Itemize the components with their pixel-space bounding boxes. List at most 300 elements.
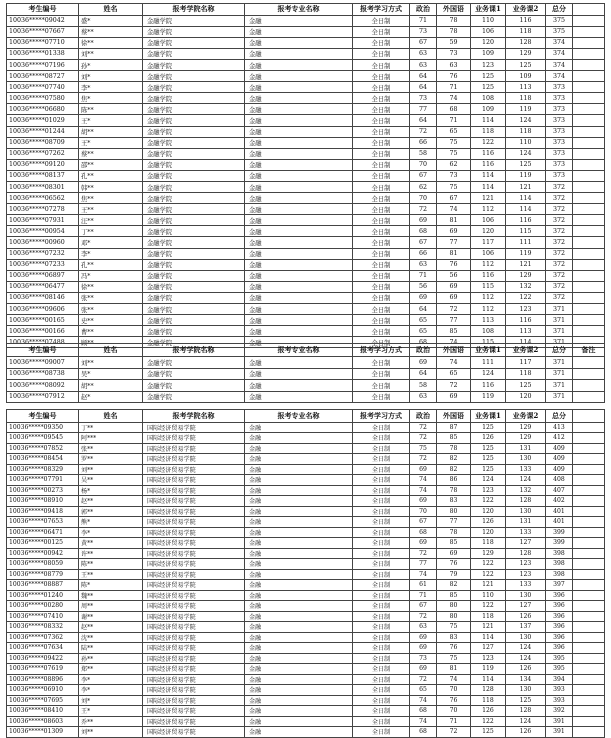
header-remark (573, 4, 605, 16)
cell-college: 国际经济贸易学院 (143, 506, 245, 517)
cell-major: 金融 (245, 315, 353, 326)
cell-name: 胡** (79, 380, 143, 392)
score-table-trade-college (6, 409, 604, 738)
cell-english: 71 (437, 82, 471, 93)
cell-major: 金融 (245, 706, 353, 717)
cell-name: 阿*** (79, 433, 143, 444)
cell-id: 10036*****08603 (7, 716, 79, 727)
cell-college: 金融学院 (143, 159, 245, 170)
cell-politics: 69 (410, 464, 437, 475)
cell-politics: 72 (410, 204, 437, 215)
cell-major: 金融 (245, 304, 353, 315)
cell-politics: 67 (410, 517, 437, 528)
cell-course1: 118 (471, 611, 506, 622)
cell-college: 金融学院 (143, 126, 245, 137)
cell-english: 74 (437, 674, 471, 685)
cell-course2: 124 (506, 475, 546, 486)
cell-mode: 全日制 (353, 357, 410, 369)
table-row (7, 193, 605, 204)
cell-id: 10036*****09422 (7, 653, 79, 664)
table-row (7, 26, 605, 37)
cell-name: 李* (79, 527, 143, 538)
cell-id: 10036*****00125 (7, 538, 79, 549)
cell-mode: 全日制 (353, 559, 410, 570)
cell-course1: 120 (471, 506, 506, 517)
cell-politics: 73 (410, 26, 437, 37)
cell-name: 刘* (79, 71, 143, 82)
cell-course1: 123 (471, 485, 506, 496)
cell-name: 孙** (79, 653, 143, 664)
cell-politics: 72 (410, 611, 437, 622)
cell-total: 371 (546, 304, 573, 315)
cell-politics: 73 (410, 653, 437, 664)
cell-course1: 118 (471, 695, 506, 706)
table-row (7, 643, 605, 654)
cell-id: 10036*****06897 (7, 270, 79, 281)
cell-name: 吴* (79, 368, 143, 380)
cell-major: 金融 (245, 82, 353, 93)
cell-name: 王** (79, 569, 143, 580)
cell-course1: 116 (471, 380, 506, 392)
cell-remark (573, 357, 605, 369)
cell-major: 金融 (245, 248, 353, 259)
cell-id: 10036*****09545 (7, 433, 79, 444)
header-name: 姓名 (79, 410, 143, 423)
cell-total: 373 (546, 170, 573, 181)
cell-total: 396 (546, 632, 573, 643)
cell-total: 391 (546, 716, 573, 727)
cell-remark (573, 281, 605, 292)
cell-id: 10036*****06910 (7, 685, 79, 696)
table-row (7, 496, 605, 507)
cell-total: 398 (546, 548, 573, 559)
cell-id: 10036*****09350 (7, 422, 79, 433)
cell-major: 金融 (245, 485, 353, 496)
cell-mode: 全日制 (353, 674, 410, 685)
cell-id: 10036*****07931 (7, 215, 79, 226)
cell-course2: 133 (506, 527, 546, 538)
cell-remark (573, 569, 605, 580)
cell-college: 国际经济贸易学院 (143, 622, 245, 633)
cell-course2: 114 (506, 204, 546, 215)
cell-total: 413 (546, 422, 573, 433)
cell-english: 86 (437, 475, 471, 486)
cell-remark (573, 464, 605, 475)
cell-name: 胡** (79, 126, 143, 137)
cell-id: 10036*****08301 (7, 182, 79, 193)
table-row (7, 15, 605, 26)
cell-english: 81 (437, 248, 471, 259)
cell-english: 72 (437, 727, 471, 738)
cell-major: 金融 (245, 601, 353, 612)
cell-english: 78 (437, 26, 471, 37)
cell-mode: 全日制 (353, 632, 410, 643)
cell-course2: 137 (506, 622, 546, 633)
cell-major: 金融 (245, 281, 353, 292)
cell-college: 金融学院 (143, 292, 245, 303)
table-row (7, 226, 605, 237)
cell-total: 409 (546, 443, 573, 454)
cell-total: 372 (546, 270, 573, 281)
table-row (7, 159, 605, 170)
cell-id: 10036*****07362 (7, 632, 79, 643)
cell-total: 372 (546, 215, 573, 226)
cell-remark (573, 71, 605, 82)
cell-course1: 117 (471, 237, 506, 248)
cell-id: 10036*****08454 (7, 454, 79, 465)
cell-english: 75 (437, 182, 471, 193)
cell-remark (573, 148, 605, 159)
table-row (7, 93, 605, 104)
cell-course2: 118 (506, 26, 546, 37)
cell-total: 409 (546, 464, 573, 475)
cell-remark (573, 126, 605, 137)
table-row (7, 590, 605, 601)
cell-college: 国际经济贸易学院 (143, 433, 245, 444)
cell-total: 402 (546, 496, 573, 507)
cell-english: 83 (437, 632, 471, 643)
cell-college: 国际经济贸易学院 (143, 695, 245, 706)
cell-remark (573, 653, 605, 664)
cell-total: 372 (546, 182, 573, 193)
cell-politics: 67 (410, 237, 437, 248)
cell-name: 吴** (79, 475, 143, 486)
cell-remark (573, 304, 605, 315)
cell-mode: 全日制 (353, 82, 410, 93)
cell-remark (573, 706, 605, 717)
cell-total: 392 (546, 706, 573, 717)
header-college: 报考学院名称 (143, 344, 245, 357)
cell-course1: 106 (471, 26, 506, 37)
cell-course2: 128 (506, 548, 546, 559)
cell-name: 乔** (79, 716, 143, 727)
header-mode: 报考学习方式 (353, 344, 410, 357)
cell-english: 74 (437, 93, 471, 104)
cell-politics: 65 (410, 315, 437, 326)
cell-course1: 122 (471, 137, 506, 148)
cell-english: 85 (437, 433, 471, 444)
cell-major: 金融 (245, 159, 353, 170)
cell-course2: 129 (506, 433, 546, 444)
cell-course1: 120 (471, 226, 506, 237)
cell-id: 10036*****08137 (7, 170, 79, 181)
table-row (7, 270, 605, 281)
cell-name: 孙* (79, 59, 143, 70)
cell-english: 70 (437, 706, 471, 717)
cell-total: 374 (546, 37, 573, 48)
header-major: 报考专业名称 (245, 4, 353, 16)
cell-course1: 108 (471, 93, 506, 104)
cell-course1: 118 (471, 126, 506, 137)
cell-total: 371 (546, 326, 573, 337)
cell-name: 刘** (79, 464, 143, 475)
cell-politics: 56 (410, 281, 437, 292)
cell-total: 396 (546, 611, 573, 622)
cell-major: 金融 (245, 170, 353, 181)
cell-id: 10036*****00960 (7, 237, 79, 248)
cell-name: 徐** (79, 37, 143, 48)
cell-course1: 129 (471, 548, 506, 559)
cell-college: 金融学院 (143, 237, 245, 248)
cell-remark (573, 454, 605, 465)
cell-major: 金融 (245, 538, 353, 549)
cell-id: 10036*****08887 (7, 580, 79, 591)
cell-course2: 124 (506, 653, 546, 664)
cell-college: 金融学院 (143, 380, 245, 392)
cell-politics: 74 (410, 485, 437, 496)
cell-course2: 130 (506, 632, 546, 643)
cell-name: 焦* (79, 93, 143, 104)
table-row (7, 538, 605, 549)
cell-remark (573, 664, 605, 675)
cell-politics: 69 (410, 538, 437, 549)
cell-english: 79 (437, 569, 471, 580)
cell-total: 372 (546, 281, 573, 292)
cell-mode: 全日制 (353, 506, 410, 517)
cell-remark (573, 137, 605, 148)
cell-id: 10036*****01338 (7, 48, 79, 59)
cell-mode: 全日制 (353, 391, 410, 403)
cell-name: 罗** (79, 454, 143, 465)
cell-english: 80 (437, 506, 471, 517)
cell-total: 374 (546, 59, 573, 70)
cell-course1: 114 (471, 182, 506, 193)
cell-college: 国际经济贸易学院 (143, 454, 245, 465)
cell-mode: 全日制 (353, 315, 410, 326)
cell-name: 赵** (79, 622, 143, 633)
header-english: 外国语 (437, 410, 471, 423)
cell-english: 78 (437, 15, 471, 26)
cell-mode: 全日制 (353, 59, 410, 70)
cell-english: 78 (437, 485, 471, 496)
cell-course2: 110 (506, 137, 546, 148)
cell-course1: 116 (471, 159, 506, 170)
cell-english: 87 (437, 422, 471, 433)
cell-name: 陈** (79, 104, 143, 115)
cell-politics: 66 (410, 248, 437, 259)
cell-total: 371 (546, 337, 573, 348)
cell-college: 金融学院 (143, 137, 245, 148)
cell-english: 62 (437, 159, 471, 170)
cell-remark (573, 59, 605, 70)
cell-total: 371 (546, 391, 573, 403)
table-row (7, 664, 605, 675)
header-total: 总分 (546, 344, 573, 357)
cell-id: 10036*****06562 (7, 193, 79, 204)
cell-name: 赵** (79, 496, 143, 507)
cell-politics: 62 (410, 182, 437, 193)
cell-college: 国际经济贸易学院 (143, 538, 245, 549)
cell-college: 国际经济贸易学院 (143, 443, 245, 454)
cell-college: 国际经济贸易学院 (143, 664, 245, 675)
cell-total: 373 (546, 82, 573, 93)
cell-college: 金融学院 (143, 93, 245, 104)
table-body (7, 422, 605, 737)
cell-remark (573, 104, 605, 115)
cell-total: 397 (546, 580, 573, 591)
cell-politics: 74 (410, 475, 437, 486)
cell-politics: 74 (410, 569, 437, 580)
cell-politics: 68 (410, 727, 437, 738)
cell-remark (573, 115, 605, 126)
cell-total: 395 (546, 653, 573, 664)
cell-major: 金融 (245, 622, 353, 633)
cell-mode: 全日制 (353, 380, 410, 392)
table-row (7, 137, 605, 148)
cell-major: 金融 (245, 357, 353, 369)
cell-course1: 113 (471, 315, 506, 326)
cell-name: 张** (79, 304, 143, 315)
cell-course2: 126 (506, 664, 546, 675)
cell-id: 10036*****08059 (7, 559, 79, 570)
cell-name: 魏** (79, 590, 143, 601)
cell-english: 59 (437, 37, 471, 48)
cell-major: 金融 (245, 71, 353, 82)
cell-name: 孔** (79, 259, 143, 270)
cell-politics: 73 (410, 93, 437, 104)
cell-course2: 131 (506, 443, 546, 454)
cell-mode: 全日制 (353, 226, 410, 237)
cell-major: 金融 (245, 727, 353, 738)
cell-major: 金融 (245, 182, 353, 193)
cell-mode: 全日制 (353, 193, 410, 204)
cell-english: 68 (437, 104, 471, 115)
cell-name: 李* (79, 82, 143, 93)
cell-course2: 121 (506, 182, 546, 193)
cell-id: 10036*****01029 (7, 115, 79, 126)
cell-college: 国际经济贸易学院 (143, 643, 245, 654)
cell-english: 82 (437, 580, 471, 591)
cell-mode: 全日制 (353, 15, 410, 26)
cell-politics: 68 (410, 706, 437, 717)
cell-total: 372 (546, 248, 573, 259)
cell-course2: 129 (506, 270, 546, 281)
cell-english: 69 (437, 292, 471, 303)
table-row (7, 685, 605, 696)
cell-college: 金融学院 (143, 182, 245, 193)
cell-name: 李* (79, 674, 143, 685)
cell-course2: 125 (506, 159, 546, 170)
cell-remark (573, 632, 605, 643)
cell-major: 金融 (245, 685, 353, 696)
cell-english: 74 (437, 357, 471, 369)
cell-name: 谢** (79, 611, 143, 622)
cell-college: 国际经济贸易学院 (143, 727, 245, 738)
cell-remark (573, 204, 605, 215)
cell-total: 393 (546, 685, 573, 696)
cell-english: 70 (437, 685, 471, 696)
cell-remark (573, 93, 605, 104)
cell-major: 金融 (245, 433, 353, 444)
cell-course1: 106 (471, 215, 506, 226)
cell-name: 徐** (79, 281, 143, 292)
table-row (7, 559, 605, 570)
cell-mode: 全日制 (353, 115, 410, 126)
cell-id: 10036*****00942 (7, 548, 79, 559)
cell-id: 10036*****08709 (7, 137, 79, 148)
cell-politics: 64 (410, 368, 437, 380)
cell-total: 401 (546, 517, 573, 528)
cell-mode: 全日制 (353, 443, 410, 454)
header-mode: 报考学习方式 (353, 410, 410, 423)
cell-total: 412 (546, 433, 573, 444)
cell-course1: 123 (471, 653, 506, 664)
cell-total: 407 (546, 485, 573, 496)
table-row (7, 622, 605, 633)
cell-mode: 全日制 (353, 326, 410, 337)
cell-college: 国际经济贸易学院 (143, 422, 245, 433)
cell-total: 373 (546, 104, 573, 115)
cell-politics: 65 (410, 685, 437, 696)
cell-mode: 全日制 (353, 48, 410, 59)
cell-name: 刘* (79, 695, 143, 706)
cell-course2: 124 (506, 115, 546, 126)
cell-course1: 114 (471, 170, 506, 181)
cell-college: 金融学院 (143, 48, 245, 59)
cell-id: 10036*****01309 (7, 727, 79, 738)
cell-total: 371 (546, 357, 573, 369)
cell-course1: 125 (471, 454, 506, 465)
cell-politics: 72 (410, 674, 437, 685)
header-id: 考生编号 (7, 344, 79, 357)
cell-politics: 63 (410, 59, 437, 70)
cell-college: 金融学院 (143, 148, 245, 159)
table-row (7, 569, 605, 580)
cell-college: 金融学院 (143, 170, 245, 181)
cell-course1: 120 (471, 527, 506, 538)
cell-name: 史** (79, 315, 143, 326)
cell-politics: 69 (410, 664, 437, 675)
cell-course1: 115 (471, 281, 506, 292)
cell-english: 76 (437, 259, 471, 270)
cell-english: 76 (437, 643, 471, 654)
cell-major: 金融 (245, 422, 353, 433)
cell-english: 77 (437, 315, 471, 326)
table-row (7, 315, 605, 326)
cell-id: 10036*****07740 (7, 82, 79, 93)
cell-english: 82 (437, 464, 471, 475)
cell-major: 金融 (245, 237, 353, 248)
cell-mode: 全日制 (353, 26, 410, 37)
cell-college: 金融学院 (143, 281, 245, 292)
cell-course1: 125 (471, 82, 506, 93)
cell-college: 金融学院 (143, 368, 245, 380)
table-row (7, 716, 605, 727)
cell-course1: 116 (471, 270, 506, 281)
cell-remark (573, 391, 605, 403)
cell-college: 国际经济贸易学院 (143, 601, 245, 612)
cell-college: 国际经济贸易学院 (143, 632, 245, 643)
cell-politics: 64 (410, 115, 437, 126)
table-row (7, 517, 605, 528)
cell-remark (573, 559, 605, 570)
cell-course1: 120 (471, 37, 506, 48)
cell-college: 国际经济贸易学院 (143, 590, 245, 601)
cell-mode: 全日制 (353, 281, 410, 292)
cell-total: 375 (546, 15, 573, 26)
cell-english: 75 (437, 622, 471, 633)
cell-course1: 106 (471, 248, 506, 259)
cell-mode: 全日制 (353, 716, 410, 727)
cell-politics: 68 (410, 226, 437, 237)
cell-college: 国际经济贸易学院 (143, 653, 245, 664)
cell-course2: 123 (506, 304, 546, 315)
cell-name: 张** (79, 443, 143, 454)
cell-english: 69 (437, 281, 471, 292)
cell-course2: 125 (506, 695, 546, 706)
cell-total: 372 (546, 259, 573, 270)
cell-course2: 130 (506, 590, 546, 601)
